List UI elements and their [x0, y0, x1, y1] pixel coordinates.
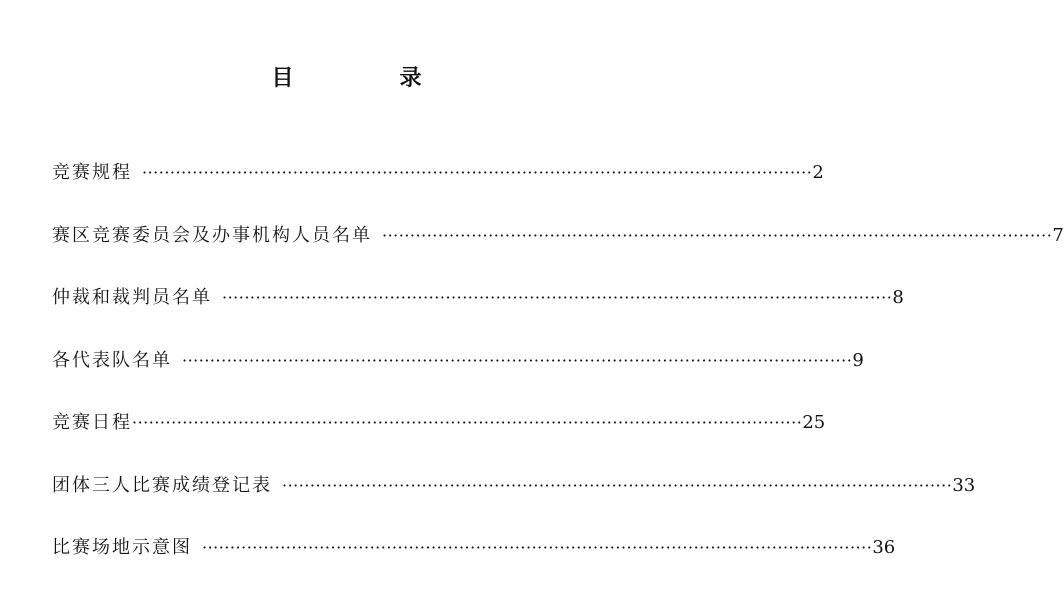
toc-entry-label: 各代表队名单: [52, 349, 172, 371]
toc-leader-dots: ························································································································: [222, 288, 893, 307]
toc-entry[interactable]: [52, 533, 896, 596]
toc-entry-page: 36: [872, 537, 896, 558]
toc-leader-dots: ························································································································: [182, 350, 853, 370]
toc-entry[interactable]: [52, 408, 826, 471]
toc-leader-dots: ························································································································: [132, 413, 803, 432]
toc-entry-label: 比赛场地示意图: [52, 537, 192, 558]
toc-entry-page: 33: [952, 474, 976, 496]
toc-entry-label: 赛区竞赛委员会及办事机构人员名单: [52, 224, 372, 246]
toc-entry[interactable]: [52, 346, 864, 409]
toc-entry[interactable]: [52, 158, 824, 221]
toc-entry-page: 25: [802, 412, 826, 433]
toc-entry-label: 仲裁和裁判员名单: [52, 287, 212, 308]
toc-entry-page: 2: [812, 162, 824, 183]
toc-entry-page: 8: [892, 287, 904, 308]
toc-entry[interactable]: [52, 471, 976, 534]
toc-entry[interactable]: [52, 221, 1064, 284]
toc-entry-label: 竞赛规程: [52, 162, 132, 183]
toc-title: 目 录: [271, 66, 464, 91]
toc-leader-dots: ························································································································: [282, 475, 953, 495]
toc-entry-page: 7: [1052, 224, 1064, 246]
toc-leader-dots: ························································································································: [382, 225, 1053, 245]
toc-list: [52, 158, 1064, 596]
toc-entry[interactable]: [52, 283, 904, 346]
toc-entry-label: 团体三人比赛成绩登记表: [52, 474, 272, 496]
toc-leader-dots: ························································································································: [142, 163, 813, 182]
toc-leader-dots: ························································································································: [202, 538, 873, 557]
toc-entry-page: 9: [852, 349, 864, 371]
toc-entry-label: 竞赛日程: [52, 412, 132, 433]
